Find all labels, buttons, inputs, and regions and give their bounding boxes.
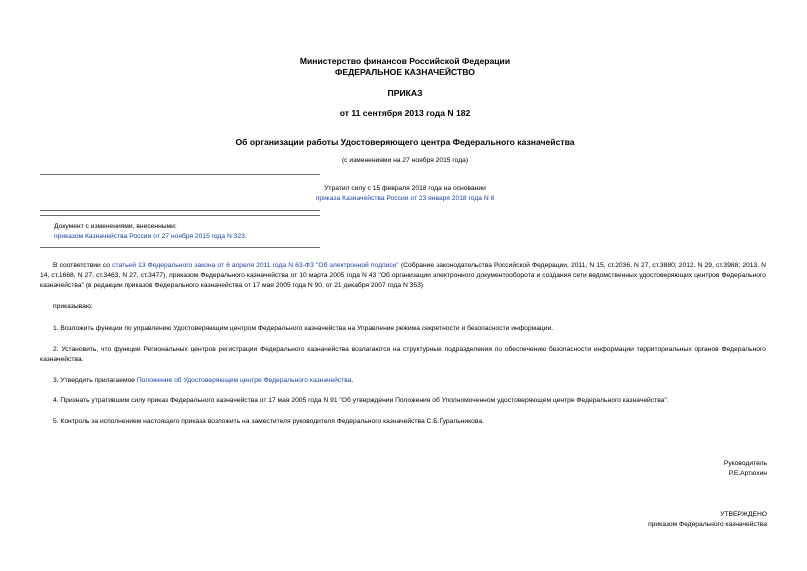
page-title: Об организации работы Удостоверяющего центра Федерального казначейства [235, 137, 575, 147]
preamble-rest: (Собрание законодательства Российской Федерации, 2011, N 15, ст.2036, N 27, ст.3880; 2012, N 29, ст.3988; 2013, N 14, ст.1668, N 27, ст.3463, N 27, ст.3477), приказом Федерального казначейства от 10 марта 2005 года N 43 "Об организации электронного документооборота и создания сети ведомственных удостоверяющих центров Федерального казначейства" (в редакции приказов Федерального казначейства от 17 мая 2005 года N 90, от 21 декабря 2007 года N 353) [40, 262, 767, 289]
signature-name: Р.Е.Артюхин [728, 470, 767, 477]
item-4: 4. Признать утратившим силу приказ Федерального казначейства от 17 мая 2005 года N 91 "Об утверждении Положения об Уполномоченном удостоверяющем центре Федерального казначейства". [53, 397, 669, 404]
invalid-note [40, 184, 770, 204]
divider-middle [40, 210, 320, 211]
law-link[interactable]: статьей 13 Федерального закона от 6 апреля 2011 года N 63-ФЗ "Об электронной подписи" [112, 262, 399, 269]
changes-box [54, 222, 354, 241]
divider-top [40, 174, 320, 175]
order-word: приказываю: [53, 303, 93, 310]
item-3 [40, 376, 766, 386]
invalid-note-text: Утратил силу с 15 февраля 2018 года на основании [324, 185, 486, 192]
signature-role: Руководитель [723, 460, 767, 467]
approval-block [648, 510, 767, 530]
item-5: 5. Контроль за исполнением настоящего приказа возложить на заместителя руководителя Федерального казначейства С.Б.Гуральникова. [53, 418, 484, 425]
document-date: от 11 сентября 2013 года N 182 [339, 108, 471, 118]
amendment-note: (с изменениями на 27 ноября 2015 года) [341, 157, 469, 164]
item-3-start: 3. Утвердить прилагаемое [53, 377, 137, 384]
document-type: ПРИКАЗ [387, 88, 423, 98]
item-2: 2. Установить, что функции Региональных центров регистрации Федерального казначейства возлагаются на структурные подразделения по обеспечению безопасности информации территориальных органов Федерального казначейства. [40, 346, 766, 363]
item-3-end: . [351, 377, 354, 384]
changes-link[interactable]: приказом Казначейства России от 27 ноября 2015 года N 323 [54, 232, 245, 240]
item-1: 1. Возложить функции по управлению Удостоверяющим центром Федерального казначейства на Управление режима секретности и безопасности информации. [53, 325, 554, 332]
regulation-link[interactable]: Положение об Удостоверяющем центре Федерального казначейства [136, 377, 352, 384]
divider-changes-top [40, 215, 320, 216]
invalid-note-link[interactable]: приказа Казначейства России от 23 января 2018 года N 8 [315, 195, 495, 202]
approval-text: приказом Федерального казначейства [648, 521, 767, 528]
preamble-start: В соответствии со [53, 262, 113, 269]
approval-label: УТВЕРЖДЕНО [720, 511, 767, 518]
preamble-paragraph [40, 261, 766, 291]
changes-tail: . [244, 232, 247, 240]
ministry-name: Министерство финансов Российской Федерации [299, 56, 511, 66]
changes-label: Документ с изменениями, внесенными: [54, 223, 177, 230]
signature-block [724, 459, 767, 479]
agency-name: ФЕДЕРАЛЬНОЕ КАЗНАЧЕЙСТВО [335, 67, 475, 77]
divider-changes-bottom [40, 247, 320, 248]
